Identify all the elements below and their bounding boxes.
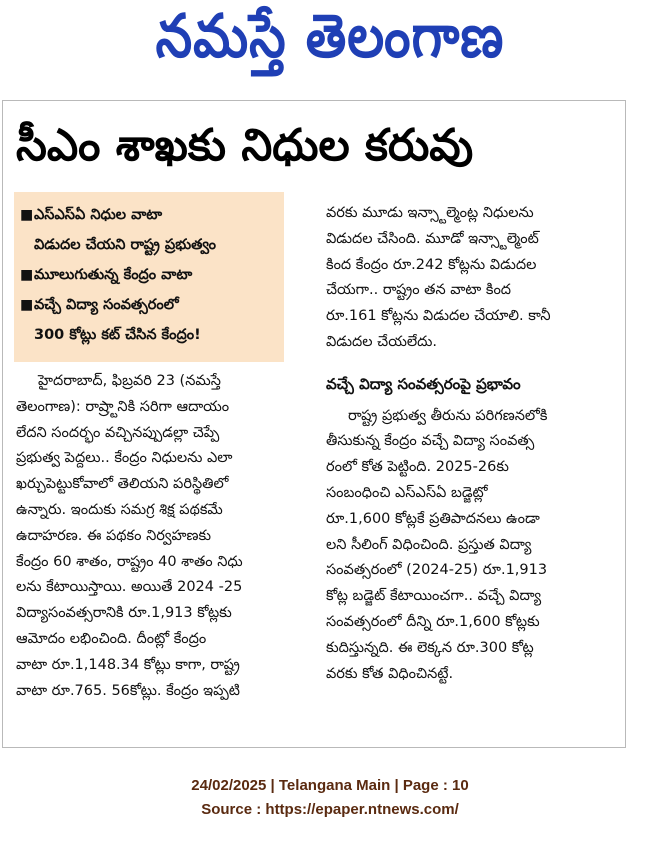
body-line: ఉన్నారు. ఇందుకు సమగ్ర శిక్ష పథకమే bbox=[16, 501, 223, 518]
body-line: కోట్ల బడ్జెట్ కేటాయించగా.. వచ్చే విద్యా bbox=[326, 588, 542, 605]
body-line: సంబంధించి ఎస్ఎస్ఏ బడ్జెట్లో bbox=[326, 484, 488, 501]
body-line: లని సీలింగ్ విధించింది. ప్రస్తుత విద్యా bbox=[326, 536, 532, 553]
body-line: విడుదల చేయలేదు. bbox=[326, 333, 437, 350]
highlight-item bbox=[20, 260, 278, 290]
body-line: రూ.161 కోట్లను విడుదల చేయాలి. కానీ bbox=[326, 308, 551, 325]
body-line: వరకు మూడు ఇన్స్టాల్మెంట్ల నిధులను bbox=[326, 205, 534, 221]
page-footer bbox=[0, 774, 660, 822]
body-line: ఖర్చుపెట్టుకోవాలో తెలియని పరిస్థితిలో bbox=[16, 476, 229, 493]
body-line: సంవత్సరంలో దీన్ని రూ.1,600 కోట్లకు bbox=[326, 613, 540, 630]
bullet-icon: ■ bbox=[20, 267, 34, 283]
body-line: ఉదాహరణ. ఈ పథకం నిర్వహణకు bbox=[16, 527, 212, 544]
footer-date-page: 24/02/2025 | Telangana Main | Page : 10 bbox=[191, 777, 469, 794]
masthead-title: నమస్తే తెలంగాణ bbox=[155, 2, 505, 72]
article-headline: సీఎం శాఖకు నిధుల కరువు bbox=[16, 120, 474, 171]
body-line: కేంద్రం 60 శాతం, రాష్ట్రం 40 శాతం నిధు bbox=[16, 553, 243, 570]
body-line: వాటా రూ.1,148.34 కోట్లు కాగా, రాష్ట్ర bbox=[16, 656, 240, 673]
highlight-line: ఎస్ఎస్ఏ నిధుల వాటా bbox=[34, 207, 163, 223]
body-line: ఆమోదం లభించింది. దీంట్లో కేంద్రం bbox=[16, 630, 207, 647]
highlight-line: మూలుగుతున్న కేంద్రం వాటా bbox=[34, 267, 193, 283]
body-line: విద్యాసంవత్సరానికి రూ.1,913 కోట్లకు bbox=[16, 605, 232, 622]
highlight-line: వచ్చే విద్యా సంవత్సరంలో bbox=[34, 297, 179, 313]
body-line: సంవత్సరంలో (2024-25) రూ.1,913 bbox=[326, 562, 548, 579]
body-line: రాష్ట్ర ప్రభుత్వ తీరును పరిగణనలోకి bbox=[348, 407, 548, 424]
highlights-box bbox=[14, 192, 284, 362]
body-line: కుదిస్తున్నది. ఈ లెక్కన రూ.300 కోట్ల bbox=[326, 639, 534, 656]
bullet-icon: ■ bbox=[20, 297, 34, 313]
body-line: కింద కేంద్రం రూ.242 కోట్లను విడుదల bbox=[326, 256, 537, 273]
body-line: హైదరాబాద్, ఫిబ్రవరి 23 (నమస్తే bbox=[38, 373, 221, 389]
body-line: తెలంగాణ): రాష్ర్టానికి సరిగా ఆదాయం bbox=[16, 398, 230, 415]
highlight-line: విడుదల చేయని రాష్ట్ర ప్రభుత్వం bbox=[34, 237, 216, 253]
body-line: తీసుకున్న కేంద్రం వచ్చే విద్యా సంవత్స bbox=[326, 433, 535, 450]
body-line: రంలో కోత పెట్టింది. 2025-26కు bbox=[326, 459, 509, 476]
body-line: చేయగా.. రాష్ట్రం తన వాటా కింద bbox=[326, 282, 512, 299]
body-line: రూ.1,600 కోట్లకే ప్రతిపాదనలు ఉండా bbox=[326, 510, 540, 527]
masthead bbox=[0, 0, 660, 86]
article-right-column bbox=[326, 201, 620, 687]
body-line: విడుదల చేసింది. మూడో ఇన్స్టాల్మెంట్ bbox=[326, 230, 539, 247]
highlight-item bbox=[20, 200, 278, 260]
bullet-icon: ■ bbox=[20, 207, 34, 223]
highlight-line: 300 కోట్లు కట్ చేసిన కేంద్రం! bbox=[34, 327, 201, 343]
article-subheading: వచ్చే విద్యా సంవత్సరంపై ప్రభావం bbox=[326, 374, 521, 393]
footer-source: Source : https://epaper.ntnews.com/ bbox=[201, 801, 459, 818]
body-line: లేదని సందర్భం వచ్చినప్పుడల్లా చెప్పే bbox=[16, 424, 220, 441]
highlight-item bbox=[20, 290, 278, 350]
body-line: ప్రభుత్వ పెద్దలు.. కేంద్రం నిధులను ఎలా bbox=[16, 450, 233, 467]
body-line: వాటా రూ.765. 56కోట్లు. కేంద్రం ఇప్పటి bbox=[16, 682, 240, 699]
article-left-column bbox=[16, 369, 312, 704]
body-line: వరకు కోత విధించినట్టే. bbox=[326, 665, 454, 682]
body-line: లను కేటాయిస్తాయి. అయితే 2024 -25 bbox=[16, 579, 243, 596]
